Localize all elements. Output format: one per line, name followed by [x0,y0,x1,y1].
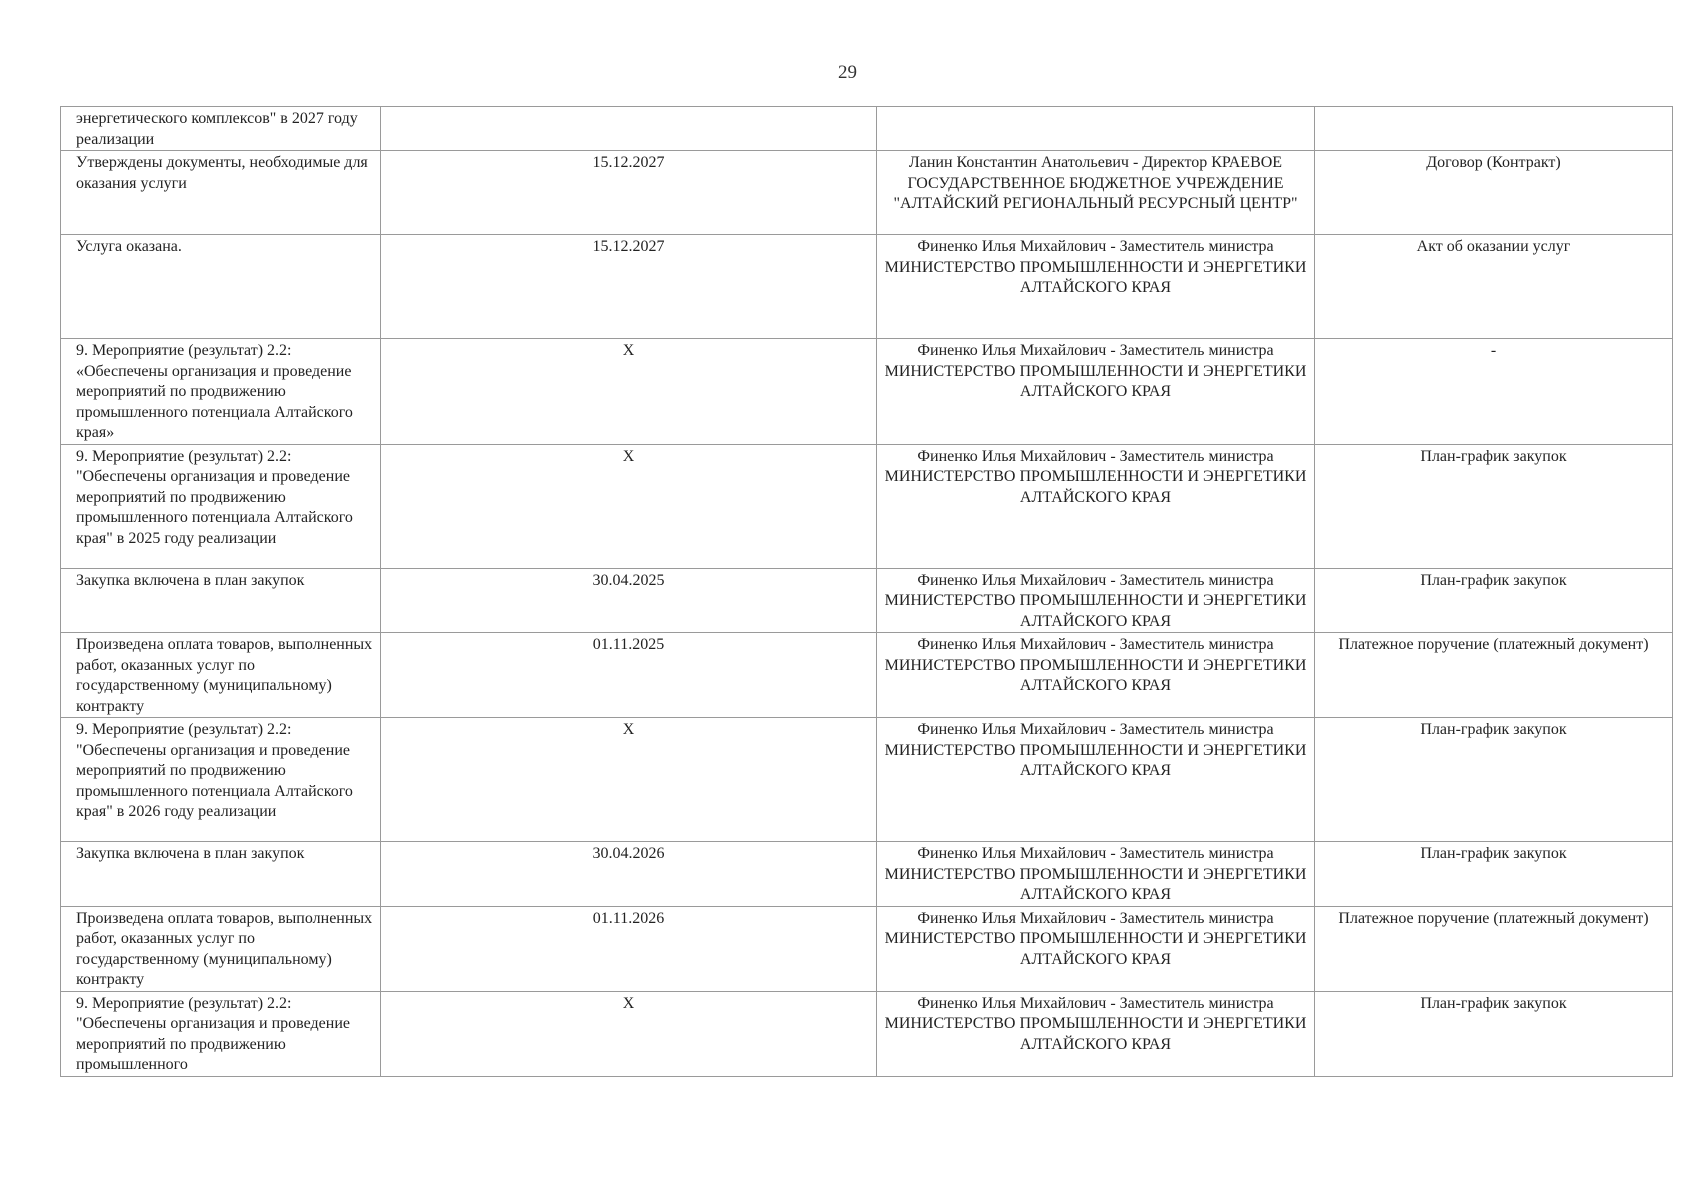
event-name: 9. Мероприятие (результат) 2.2: "Обеспечены организация и проведение мероприятий по продвижению промышленного потенциала Алтайского края" в 2025 году реализации [76,447,353,547]
responsible-cell [877,842,1315,907]
document-type: План-график закупок [1420,845,1567,862]
deadline-date: 01.11.2025 [592,636,665,653]
responsible-person: Ланин Константин Анатольевич - Директор КРАЕВОЕ ГОСУДАРСТВЕННОЕ БЮДЖЕТНОЕ УЧРЕЖДЕНИЕ "АЛТАЙСКИЙ РЕГИОНАЛЬНЫЙ РЕСУРСНЫЙ ЦЕНТР" [893,154,1298,212]
table-row [61,568,1673,633]
document-cell [1315,718,1673,842]
date-cell [381,444,877,568]
table-row [61,339,1673,445]
responsible-person: Финенко Илья Михайлович - Заместитель министра МИНИСТЕРСТВО ПРОМЫШЛЕННОСТИ И ЭНЕРГЕТИКИ АЛТАЙСКОГО КРАЯ [884,721,1307,779]
event-name: Произведена оплата товаров, выполненных работ, оказанных услуг по государственному (муниципальному) контракту [76,636,373,715]
deadline-date: X [622,721,635,738]
event-name-cell [61,906,381,991]
date-cell [381,718,877,842]
responsible-cell [877,107,1315,151]
table-row [61,906,1673,991]
table-row [61,718,1673,842]
event-name-cell [61,339,381,445]
responsible-person: Финенко Илья Михайлович - Заместитель министра МИНИСТЕРСТВО ПРОМЫШЛЕННОСТИ И ЭНЕРГЕТИКИ АЛТАЙСКОГО КРАЯ [884,342,1307,400]
date-cell [381,235,877,339]
plan-table [60,106,1673,1077]
table-row [61,444,1673,568]
event-name-cell [61,151,381,235]
date-cell [381,906,877,991]
responsible-cell [877,151,1315,235]
document-cell [1315,633,1673,718]
date-cell [381,151,877,235]
responsible-person: Финенко Илья Михайлович - Заместитель министра МИНИСТЕРСТВО ПРОМЫШЛЕННОСТИ И ЭНЕРГЕТИКИ АЛТАЙСКОГО КРАЯ [884,571,1307,630]
table-row [61,235,1673,339]
document-cell [1315,568,1673,633]
document-type: Платежное поручение (платежный документ) [1338,909,1649,927]
document-type: Платежное поручение (платежный документ) [1338,636,1649,653]
responsible-person: Финенко Илья Михайлович - Заместитель министра МИНИСТЕРСТВО ПРОМЫШЛЕННОСТИ И ЭНЕРГЕТИКИ АЛТАЙСКОГО КРАЯ [884,994,1307,1053]
deadline-date: 15.12.2027 [592,154,665,171]
responsible-person: Финенко Илья Михайлович - Заместитель министра МИНИСТЕРСТВО ПРОМЫШЛЕННОСТИ И ЭНЕРГЕТИКИ АЛТАЙСКОГО КРАЯ [884,909,1307,968]
responsible-cell [877,906,1315,991]
date-cell [381,339,877,445]
date-cell [381,568,877,633]
event-name-cell [61,568,381,633]
responsible-person: Финенко Илья Михайлович - Заместитель министра МИНИСТЕРСТВО ПРОМЫШЛЕННОСТИ И ЭНЕРГЕТИКИ АЛТАЙСКОГО КРАЯ [884,636,1307,694]
event-name-cell [61,842,381,907]
date-cell [381,991,877,1076]
document-cell [1315,842,1673,907]
page-number: 29 [838,62,857,83]
responsible-person: Финенко Илья Михайлович - Заместитель министра МИНИСТЕРСТВО ПРОМЫШЛЕННОСТИ И ЭНЕРГЕТИКИ АЛТАЙСКОГО КРАЯ [884,447,1307,506]
responsible-cell [877,444,1315,568]
deadline-date: X [622,447,635,465]
deadline-date: X [622,994,635,1012]
event-name: Утверждены документы, необходимые для оказания услуги [76,154,368,192]
date-cell [381,633,877,718]
document-type: План-график закупок [1420,447,1567,465]
document-cell [1315,906,1673,991]
document-cell [1315,151,1673,235]
event-name: 9. Мероприятие (результат) 2.2: "Обеспечены организация и проведение мероприятий по продвижению промышленного [76,994,350,1073]
table-row [61,991,1673,1076]
document-cell [1315,444,1673,568]
event-name-cell [61,991,381,1076]
table-row [61,633,1673,718]
responsible-cell [877,568,1315,633]
event-name-cell [61,235,381,339]
table-row [61,151,1673,235]
date-cell [381,842,877,907]
document-cell [1315,235,1673,339]
event-name: 9. Мероприятие (результат) 2.2: «Обеспечены организация и проведение мероприятий по продвижению промышленного потенциала Алтайского края» [76,342,353,441]
event-name: 9. Мероприятие (результат) 2.2: "Обеспечены организация и проведение мероприятий по продвижению промышленного потенциала Алтайского края" в 2026 году реализации [76,721,353,820]
event-name: Закупка включена в план закупок [76,571,305,589]
responsible-cell [877,339,1315,445]
event-name: Услуга оказана. [76,238,182,255]
table-row [61,107,1673,151]
event-name: Закупка включена в план закупок [76,845,305,862]
table-row [61,842,1673,907]
responsible-cell [877,991,1315,1076]
responsible-cell [877,235,1315,339]
event-name: энергетического комплексов" в 2027 году реализации [76,110,358,148]
event-name-cell [61,444,381,568]
responsible-cell [877,633,1315,718]
responsible-cell [877,718,1315,842]
document-type: План-график закупок [1420,721,1567,738]
event-name-cell [61,718,381,842]
responsible-person: Финенко Илья Михайлович - Заместитель министра МИНИСТЕРСТВО ПРОМЫШЛЕННОСТИ И ЭНЕРГЕТИКИ АЛТАЙСКОГО КРАЯ [884,845,1307,903]
document-cell [1315,107,1673,151]
date-cell [381,107,877,151]
document-type: План-график закупок [1420,994,1567,1012]
document-type: План-график закупок [1420,571,1567,589]
deadline-date: X [622,342,635,359]
deadline-date: 01.11.2026 [592,909,665,927]
document-cell [1315,339,1673,445]
responsible-person: Финенко Илья Михайлович - Заместитель министра МИНИСТЕРСТВО ПРОМЫШЛЕННОСТИ И ЭНЕРГЕТИКИ АЛТАЙСКОГО КРАЯ [884,238,1307,296]
event-name-cell [61,107,381,151]
event-name: Произведена оплата товаров, выполненных работ, оказанных услуг по государственному (муниципальному) контракту [76,909,373,988]
deadline-date: 15.12.2027 [592,238,665,255]
document-type: - [1490,342,1497,359]
document-type: Акт об оказании услуг [1416,238,1571,255]
event-name-cell [61,633,381,718]
deadline-date: 30.04.2026 [592,845,665,862]
document-type: Договор (Контракт) [1426,154,1561,171]
document-cell [1315,991,1673,1076]
deadline-date: 30.04.2025 [592,571,665,589]
